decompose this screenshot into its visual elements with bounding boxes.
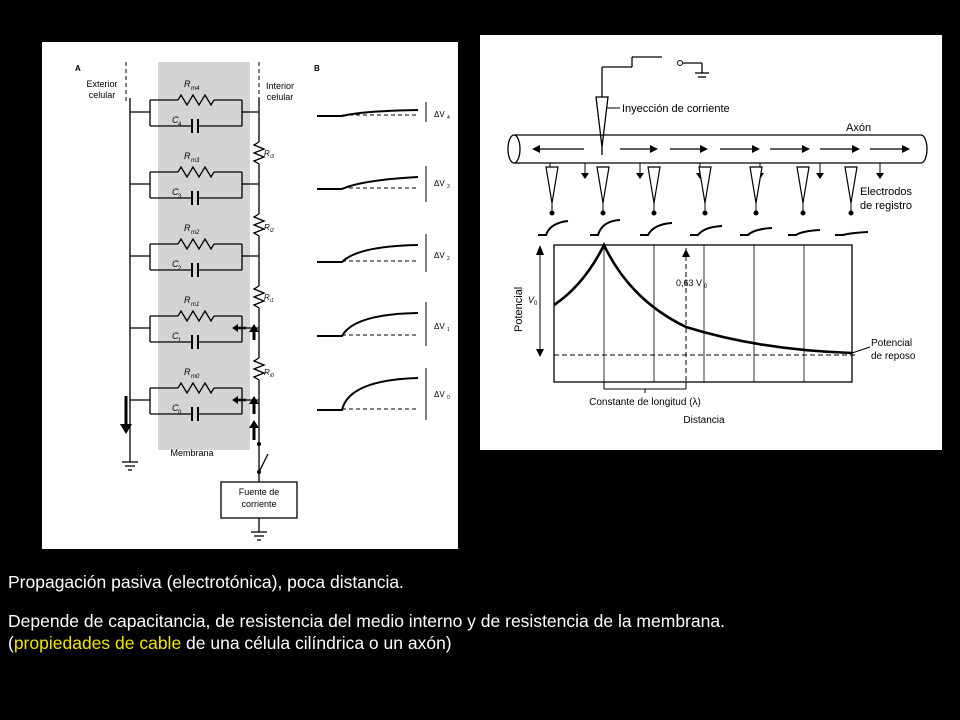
electrode-responses — [538, 220, 868, 235]
svg-text:R: R — [184, 151, 191, 161]
svg-text:ΔV: ΔV — [434, 390, 445, 399]
panel-a-label: A — [75, 64, 81, 73]
svg-text:i0: i0 — [270, 373, 274, 379]
injection-electrode — [596, 97, 608, 147]
caption-block — [8, 610, 725, 654]
current-source-label-2: corriente — [241, 499, 277, 509]
svg-text:R: R — [184, 223, 191, 233]
svg-text:R: R — [264, 223, 270, 232]
v0-label: V — [528, 295, 535, 305]
internal-resistors — [253, 142, 274, 380]
svg-text:R: R — [184, 367, 191, 377]
interior-label-line1: Interior — [265, 81, 295, 91]
cable-properties-highlight: propiedades de cable — [13, 633, 182, 653]
electrodes-label-2: de registro — [860, 200, 912, 212]
caption-line-1: Propagación pasiva (electrotónica), poca distancia. — [8, 572, 404, 592]
svg-text:C: C — [172, 403, 179, 413]
svg-text:0: 0 — [704, 284, 708, 290]
potencial-axis-label: Potencial — [513, 286, 525, 332]
axon-decay-figure — [480, 35, 942, 450]
voltage-traces — [317, 102, 450, 420]
distancia-label: Distancia — [683, 415, 725, 426]
membrane-label: Membrana — [170, 448, 214, 458]
exterior-label-line1: Exterior — [86, 79, 118, 89]
exterior-label-line2: celular — [88, 90, 116, 100]
svg-text:3: 3 — [178, 194, 182, 200]
svg-text:4: 4 — [447, 115, 450, 121]
svg-text:m0: m0 — [191, 374, 200, 380]
svg-text:0: 0 — [447, 395, 450, 401]
injection-label: Inyección de corriente — [622, 103, 730, 115]
svg-text:R: R — [264, 368, 270, 377]
caption-line-3: (propiedades de cable de una célula cilíndrica o un axón) — [8, 633, 452, 653]
panel-b-label: B — [314, 64, 320, 73]
equivalent-circuit-svg — [42, 42, 458, 549]
caption-line-2: Depende de capacitancia, de resistencia del medio interno y de resistencia de la membrana. — [8, 611, 725, 631]
svg-text:m1: m1 — [191, 302, 200, 308]
svg-text:2: 2 — [178, 266, 182, 272]
axon-label: Axón — [846, 122, 872, 134]
svg-text:R: R — [264, 293, 270, 302]
svg-text:ΔV: ΔV — [434, 322, 445, 331]
lambda-label: Constante de longitud (λ) — [589, 397, 701, 408]
svg-text:R: R — [264, 149, 270, 158]
reposo-label-1: Potencial — [871, 338, 913, 349]
svg-text:R: R — [184, 295, 191, 305]
reposo-label-2: de reposo — [871, 351, 916, 362]
svg-text:ΔV: ΔV — [434, 251, 445, 260]
svg-text:m4: m4 — [191, 86, 200, 92]
svg-text:2: 2 — [447, 256, 450, 262]
svg-text:3: 3 — [447, 184, 450, 190]
marker-063-label: 0,63 V — [676, 278, 703, 288]
svg-text:C: C — [172, 115, 179, 125]
axon-decay-svg — [480, 35, 942, 450]
svg-text:m2: m2 — [191, 230, 200, 236]
svg-text:C: C — [172, 259, 179, 269]
equivalent-circuit-figure — [42, 42, 458, 549]
svg-text:C: C — [172, 187, 179, 197]
svg-text:ΔV: ΔV — [434, 179, 445, 188]
svg-text:R: R — [184, 79, 191, 89]
current-source-label-1: Fuente de — [238, 487, 280, 497]
svg-text:0: 0 — [178, 410, 182, 416]
svg-text:ΔV: ΔV — [434, 110, 445, 119]
svg-text:1: 1 — [447, 327, 450, 333]
decay-curve — [554, 245, 852, 353]
svg-text:m3: m3 — [191, 158, 200, 164]
interior-label-line2: celular — [266, 92, 294, 102]
decay-plot-frame — [554, 245, 852, 382]
svg-text:i1: i1 — [270, 298, 274, 304]
svg-text:C: C — [172, 331, 179, 341]
svg-text:i2: i2 — [270, 228, 274, 234]
electrodes-label-1: Electrodos — [860, 186, 912, 198]
svg-text:4: 4 — [178, 122, 182, 128]
recording-electrodes — [546, 167, 857, 216]
svg-text:1: 1 — [178, 338, 182, 344]
svg-text:i3: i3 — [270, 154, 274, 160]
svg-text:0: 0 — [534, 301, 538, 307]
